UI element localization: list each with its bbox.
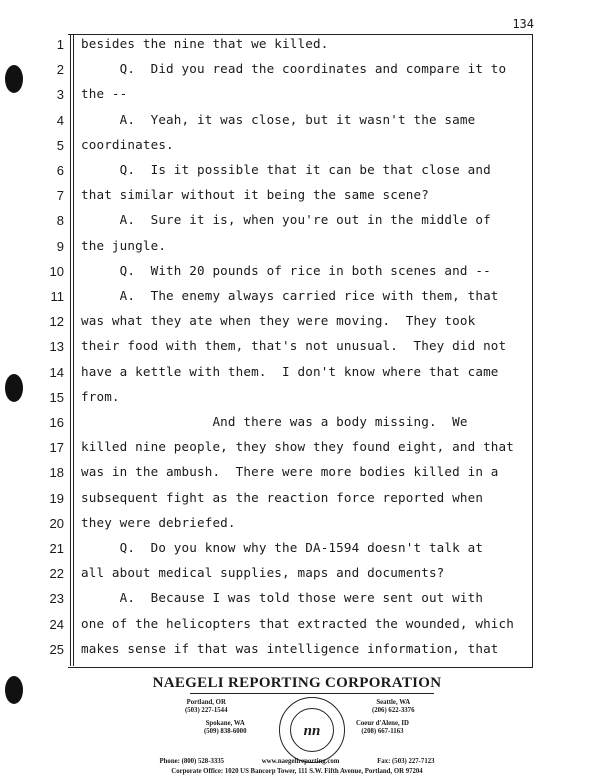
line-number: 14 [49,364,64,380]
transcript-line [0,84,594,109]
transcript-line [0,34,594,59]
line-number: 2 [56,62,64,78]
line-number: 17 [49,440,64,456]
line-number: 4 [56,112,64,128]
line-text: makes sense if that was intelligence information, that [81,640,499,656]
transcript-line [0,614,594,639]
line-text: the -- [81,86,128,102]
transcript-line [0,185,594,210]
line-number: 13 [49,339,64,355]
footer-fax: Fax: (503) 227-7123 [377,758,435,765]
transcript-line [0,110,594,135]
line-number: 1 [56,37,64,52]
line-number: 9 [56,238,64,254]
line-text: that similar without it being the same scene? [81,187,429,203]
line-text: from. [81,388,120,404]
office-coeur [356,720,409,735]
office-city: Portland, OR [186,699,226,706]
footer-website: www.naegelireporting.com [261,758,340,765]
transcript-line [0,462,594,487]
transcript-line [0,261,594,286]
line-text: And there was a body missing. We [81,414,468,429]
transcript-line [0,412,594,437]
line-number: 20 [49,515,64,531]
line-text: coordinates. [81,136,174,152]
line-number: 15 [49,389,64,405]
footer-phone: Phone: (800) 528-3335 [159,758,225,765]
line-text: besides the nine that we killed. [81,36,329,51]
seal-inner-ring [290,708,334,752]
transcript-line [0,488,594,513]
transcript-line [0,311,594,336]
transcript-line [0,387,594,412]
line-number: 7 [56,188,64,204]
footer-company: NAEGELI REPORTING CORPORATION [152,675,442,691]
office-city: Coeur d'Alene, ID [356,720,409,727]
office-spokane [204,720,246,735]
office-city: Spokane, WA [205,720,245,727]
line-number: 5 [56,137,64,153]
footer-rule [190,693,434,694]
line-number: 24 [49,616,64,632]
transcript-line [0,236,594,261]
office-portland [185,699,227,714]
transcript-line [0,59,594,84]
transcript-line [0,362,594,387]
line-number: 21 [49,541,64,556]
transcript-line [0,563,594,588]
transcript-line [0,336,594,361]
transcript-line [0,286,594,311]
footer-corporate-office: Corporate Office: 1020 US Bancorp Tower, 111 S.W. Fifth Avenue, Portland, OR 97204 [171,768,423,775]
line-number: 25 [49,641,64,657]
line-number: 11 [50,289,64,304]
page-number: 134 [512,17,534,31]
line-text: A. The enemy always carried rice with them, that [81,288,499,303]
line-text: Q. With 20 pounds of rice in both scenes and -- [81,262,491,278]
office-phone: (509) 838-6000 [204,727,247,735]
line-text: all about medical supplies, maps and documents? [81,565,445,581]
line-number: 18 [49,465,64,481]
line-text: have a kettle with them. I don't know where that came [81,363,499,379]
transcript-line [0,639,594,664]
office-phone: (206) 622-3376 [372,706,415,714]
line-text: was what they ate when they were moving. They took [81,313,476,329]
line-number: 6 [56,163,64,178]
line-text: was in the ambush. There were more bodies killed in a [81,464,499,480]
office-phone: (208) 667-1163 [361,727,404,735]
transcript-line [0,210,594,235]
transcript-line [0,588,594,613]
line-number: 8 [56,213,64,229]
line-text: Q. Do you know why the DA-1594 doesn't talk at [81,540,484,555]
transcript-line [0,160,594,185]
line-number: 3 [56,87,64,103]
office-city: Seattle, WA [376,699,411,706]
line-text: A. Yeah, it was close, but it wasn't the same [81,111,476,127]
transcript-line [0,538,594,563]
line-text: Q. Did you read the coordinates and compare it to [81,61,507,77]
line-text: Q. Is it possible that it can be that close and [81,162,491,177]
line-number: 12 [49,314,64,330]
line-number: 19 [49,490,64,506]
transcript-line [0,437,594,462]
transcript-line [0,135,594,160]
company-seal [279,697,345,763]
line-number: 16 [49,415,64,430]
line-text: they were debriefed. [81,514,236,530]
office-seattle [372,699,414,714]
line-text: one of the helicopters that extracted the wounded, which [81,615,514,631]
footer-contact-line [0,758,594,765]
seal-letters: nn [303,723,321,739]
line-text: A. Because I was told those were sent out with [81,590,484,606]
office-phone: (503) 227-1544 [185,706,228,714]
line-number: 10 [49,263,64,279]
line-text: their food with them, that's not unusual. They did not [81,338,507,354]
line-number: 23 [49,591,64,607]
line-number: 22 [49,566,64,582]
transcript-line [0,513,594,538]
line-text: subsequent fight as the reaction force reported when [81,489,484,505]
line-text: the jungle. [81,237,167,253]
line-text: killed nine people, they show they found eight, and that [81,439,514,455]
line-text: A. Sure it is, when you're out in the middle of [81,212,491,228]
